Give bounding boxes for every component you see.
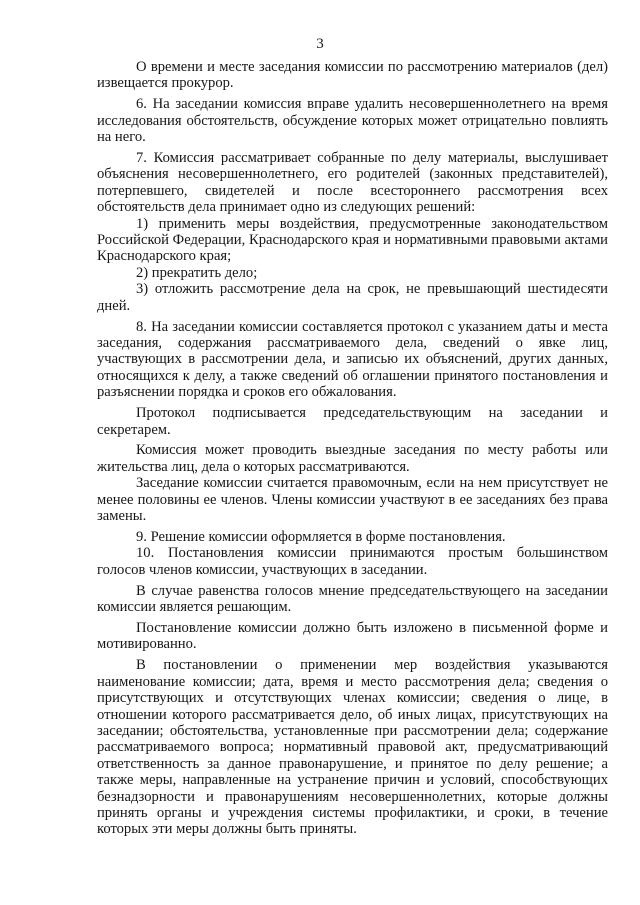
list-item-3: 3) отложить рассмотрение дела на срок, не превышающий шестидесяти дней. xyxy=(97,281,608,314)
paragraph-protocol-signing: Протокол подписывается председательствующим на заседании и секретарем. xyxy=(97,405,608,438)
paragraph-10-majority: 10. Постановления комиссии принимаются простым большинством голосов членов комиссии, участвующих в заседании. xyxy=(97,545,608,578)
paragraph-9-resolution-form: 9. Решение комиссии оформляется в форме постановления. xyxy=(136,528,506,545)
list-item-1: 1) применить меры воздействия, предусмотренные законодательством Российской Федерации, Краснодарского края и нормативными правовыми актами Краснодарского края; xyxy=(97,215,608,265)
paragraph-resolution-contents: В постановлении о применении мер воздействия указываются наименование комиссии; дата, время и место рассмотрения дела; сведения о присутствующих и отсутствующих членах комиссии; сведения о лице, в отношении которого рассматривается дело, об иных лицах, присутствующих на заседании; обстоятельства, установленные при рассмотрении дела; содержание рассматриваемого вопроса; нормативный правовой акт, предусматривающий ответственность за данное правонарушение, и принятое по делу решение; а также меры, направленные на устранение причин и условий, способствующих безнадзорности и правонарушениям несовершеннолетних, которые должны принять органы и учреждения системы профилактики, и сроки, в течение которых эти меры должны быть приняты. xyxy=(97,657,608,838)
paragraph-6-removal: 6. На заседании комиссия вправе удалить несовершеннолетнего на время исследования обстоятельств, обсуждение которых может отрицательно повлиять на него. xyxy=(97,96,608,146)
paragraph-tie-vote: В случае равенства голосов мнение председательствующего на заседании комиссии является решающим. xyxy=(97,582,608,616)
paragraph-quorum: Заседание комиссии считается правомочным, если на нем присутствует не менее половины ее членов. Члены комиссии участвуют в ее заседаниях без права замены. xyxy=(97,475,608,525)
paragraph-7-decisions: 7. Комиссия рассматривает собранные по делу материалы, выслушивает объяснения несовершеннолетнего, его родителей (законных представителей), потерпевшего, свидетелей и после всестороннего рассмотрения всех обстоятельств дела принимает одно из следующих решений: xyxy=(97,150,608,216)
paragraph-field-sessions: Комиссия может проводить выездные заседания по месту работы или жительства лиц, дела о которых рассматриваются. xyxy=(97,442,608,475)
paragraph-written-form: Постановление комиссии должно быть изложено в письменной форме и мотивированно. xyxy=(97,620,608,653)
document-body xyxy=(97,59,608,838)
page-number: 3 xyxy=(316,36,324,52)
paragraph-8-protocol: 8. На заседании комиссии составляется протокол с указанием даты и места заседания, содержания рассматриваемого дела, сведений о явке лиц, участвующих в рассмотрении дела, и записью их объяснений, других данных, относящихся к делу, а также сведений об оглашении принятого постановления и разъяснении порядка и сроков его обжалования. xyxy=(97,318,608,401)
list-item-2: 2) прекратить дело; xyxy=(136,264,258,281)
paragraph-prosecutor-notice: О времени и месте заседания комиссии по рассмотрению материалов (дел) извещается прокурор. xyxy=(97,59,608,92)
